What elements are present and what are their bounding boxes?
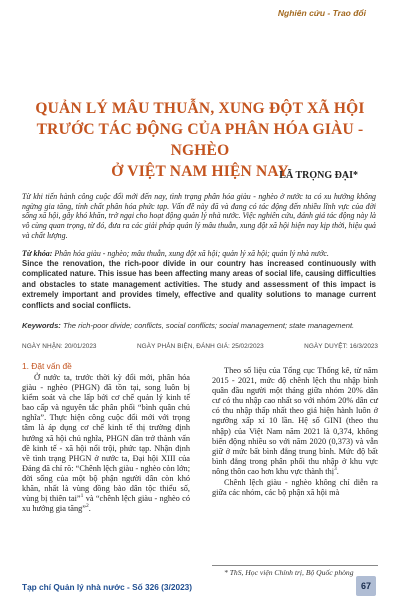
title-line-3: Ở VIỆT NAM HIỆN NAY: [111, 163, 289, 180]
author-footnote: * ThS, Học viện Chính trị, Bộ Quốc phòng: [224, 568, 354, 577]
paragraph: Ở nước ta, trước thời kỳ đổi mới, phân hóa giàu - nghèo (PHGN) đã tồn tại, song luôn bị kiểm soát và che lấp bởi cơ chế quản lý kinh tế bao cấp và nguyên tắc phân phối “bình quân chủ nghĩa”. Thực hiện công cuộc đổi mới với trọng tâm là áp dụng cơ chế kinh tế thị trường định hướng xã hội chủ nghĩa, PHGN dần trở thành vấn đề kinh tế - xã hội nổi trội, phức tạp. Nhận định về tình trạng PHGN ở nước ta, Đại hội XIII của Đảng đã chỉ rõ: “Chênh lệch giàu - nghèo còn lớn; đời sống của một bộ phận người dân còn khó khăn, nhất là vùng đồng bào dân tộc thiểu số, vùng bị thiên tai”$^1$ và “chênh lệch giàu - nghèo có xu hướng gia tăng”$^2$.: [22, 373, 190, 514]
section-heading: 1. Đặt vấn đề: [22, 361, 72, 371]
author-name: LÃ TRỌNG ĐẠI*: [279, 170, 358, 181]
keywords-vi-text: Phân hóa giàu - nghèo; mâu thuẫn, xung đột xã hội; quản lý xã hội; quản lý nhà nước.: [52, 249, 329, 258]
journal-footer: Tạp chí Quản lý nhà nước - Số 326 (3/2023): [22, 582, 193, 592]
keywords-vietnamese: [22, 249, 376, 259]
keywords-en-text: The rich-poor divide; conflicts, social conflicts; social management; state management.: [60, 321, 355, 330]
footnote-divider: [212, 565, 378, 566]
paragraph: Theo số liệu của Tổng cục Thống kê, từ năm 2015 - 2021, mức độ chênh lệch thu nhập bình quân đầu người một tháng giữa nhóm 20% dân cư có thu nhập cao nhất so với nhóm 20% dân cư có thu nhập thấp nhất theo giá hiện hành luôn ở ngưỡng xấp xỉ 10 lần. Hệ số GINI (theo thu nhập) của Việt Nam năm 2021 là 0,374, không biến động nhiều so với năm 2020 (0,373) và vẫn giữ ở mức bất bình đẳng trung bình. Mức độ bất bình đẳng trong phân phối thu nhập ở khu vực nông thôn cao hơn khu vực thành thị$^3$.: [212, 366, 378, 476]
abstract-english: Since the renovation, the rich-poor divide in our country has increased continuously with complicated nature. This issue has been affecting many areas of social life, causing difficulties and obstacles to state management activities. The study and assessment of this impact is extremely important and provides timely, effective and quality solutions to manage current conflicts and social conflicts.: [22, 259, 376, 310]
footnote-ref: 1: [80, 493, 84, 500]
section-label: Nghiên cứu - Trao đổi: [277, 8, 366, 18]
title-line-1: QUẢN LÝ MÂU THUẪN, XUNG ĐỘT XÃ HỘI: [35, 100, 365, 117]
body-column-left: [22, 373, 190, 514]
abstract-vietnamese: Từ khi tiến hành công cuộc đổi mới đến nay, tình trạng phân hóa giàu - nghèo ở nước ta có xu hướng không ngừng gia tăng, tính chất phân hóa phức tạp. Vấn đề này đã và đang có tác động đến nhiều lĩnh vực của đời sống xã hội, gây khó khăn, trở ngại cho hoạt động quản lý nhà nước. Việc nghiên cứu, đánh giá tác động này là vô cùng quan trọng, từ đó, đưa ra các giải pháp quản lý mâu thuẫn, xung đột xã hội hiện nay kịp thời, hiệu quả và chất lượng.: [22, 192, 376, 240]
title-line-2: TRƯỚC TÁC ĐỘNG CỦA PHÂN HÓA GIÀU - NGHÈO: [36, 121, 364, 159]
keywords-english: [22, 321, 376, 331]
footnote-ref: 2: [85, 503, 89, 510]
body-column-right: [212, 366, 378, 498]
keywords-en-label: Keywords:: [22, 321, 61, 330]
accepted-date: NGÀY DUYỆT: 16/3/2023: [304, 343, 378, 350]
keywords-vi-label: Từ khóa:: [22, 249, 53, 258]
article-dates: [22, 343, 378, 350]
received-date: NGÀY NHẬN: 20/01/2023: [22, 343, 97, 350]
paragraph: Chênh lệch giàu - nghèo không chỉ diễn ra giữa các nhóm, các bộ phận xã hội mà: [212, 478, 378, 498]
reviewed-date: NGÀY PHẢN BIỆN, ĐÁNH GIÁ: 25/02/2023: [136, 343, 264, 350]
page-number-badge: 67: [356, 576, 376, 596]
footnote-ref: 3: [334, 466, 337, 473]
